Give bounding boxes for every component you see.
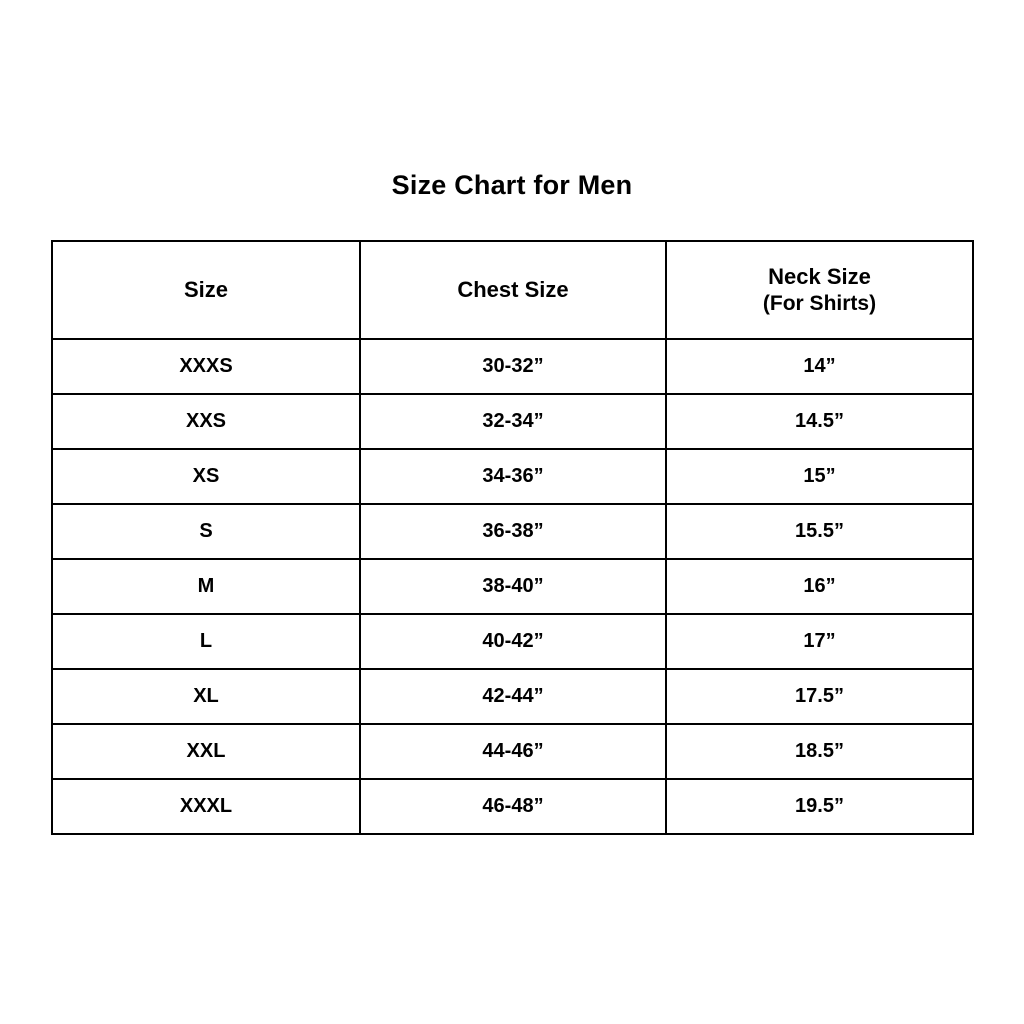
cell-neck: 19.5” [666, 779, 973, 834]
table-row [52, 394, 973, 449]
cell-chest: 42-44” [360, 669, 666, 724]
page-title: Size Chart for Men [391, 170, 633, 200]
cell-neck: 14” [666, 339, 973, 394]
cell-neck: 15” [666, 449, 973, 504]
cell-size: XL [52, 669, 360, 724]
column-header-chest-label: Chest Size [457, 276, 569, 302]
column-header-size [52, 241, 360, 339]
table-row [52, 504, 973, 559]
table-row [52, 614, 973, 669]
cell-chest: 40-42” [360, 614, 666, 669]
cell-size: L [52, 614, 360, 669]
cell-chest: 44-46” [360, 724, 666, 779]
table-row [52, 449, 973, 504]
cell-neck: 15.5” [666, 504, 973, 559]
table-body [52, 339, 973, 834]
table-header-row [52, 241, 973, 339]
cell-size: S [52, 504, 360, 559]
column-header-neck-label: Neck Size [768, 263, 871, 289]
cell-size: M [52, 559, 360, 614]
cell-neck: 18.5” [666, 724, 973, 779]
cell-neck: 16” [666, 559, 973, 614]
cell-chest: 32-34” [360, 394, 666, 449]
cell-neck: 17” [666, 614, 973, 669]
column-header-neck-sublabel: (For Shirts) [762, 291, 877, 315]
cell-chest: 34-36” [360, 449, 666, 504]
cell-neck: 17.5” [666, 669, 973, 724]
cell-chest: 38-40” [360, 559, 666, 614]
table-row [52, 779, 973, 834]
cell-size: XS [52, 449, 360, 504]
cell-neck: 14.5” [666, 394, 973, 449]
column-header-neck [666, 241, 973, 339]
table-row [52, 339, 973, 394]
table-row [52, 724, 973, 779]
table-header [52, 241, 973, 339]
cell-chest: 30-32” [360, 339, 666, 394]
table-row [52, 669, 973, 724]
size-chart-table [51, 240, 974, 835]
cell-size: XXXL [52, 779, 360, 834]
cell-size: XXL [52, 724, 360, 779]
table-row [52, 559, 973, 614]
cell-size: XXXS [52, 339, 360, 394]
cell-size: XXS [52, 394, 360, 449]
cell-chest: 36-38” [360, 504, 666, 559]
column-header-size-label: Size [183, 276, 229, 302]
column-header-chest [360, 241, 666, 339]
cell-chest: 46-48” [360, 779, 666, 834]
